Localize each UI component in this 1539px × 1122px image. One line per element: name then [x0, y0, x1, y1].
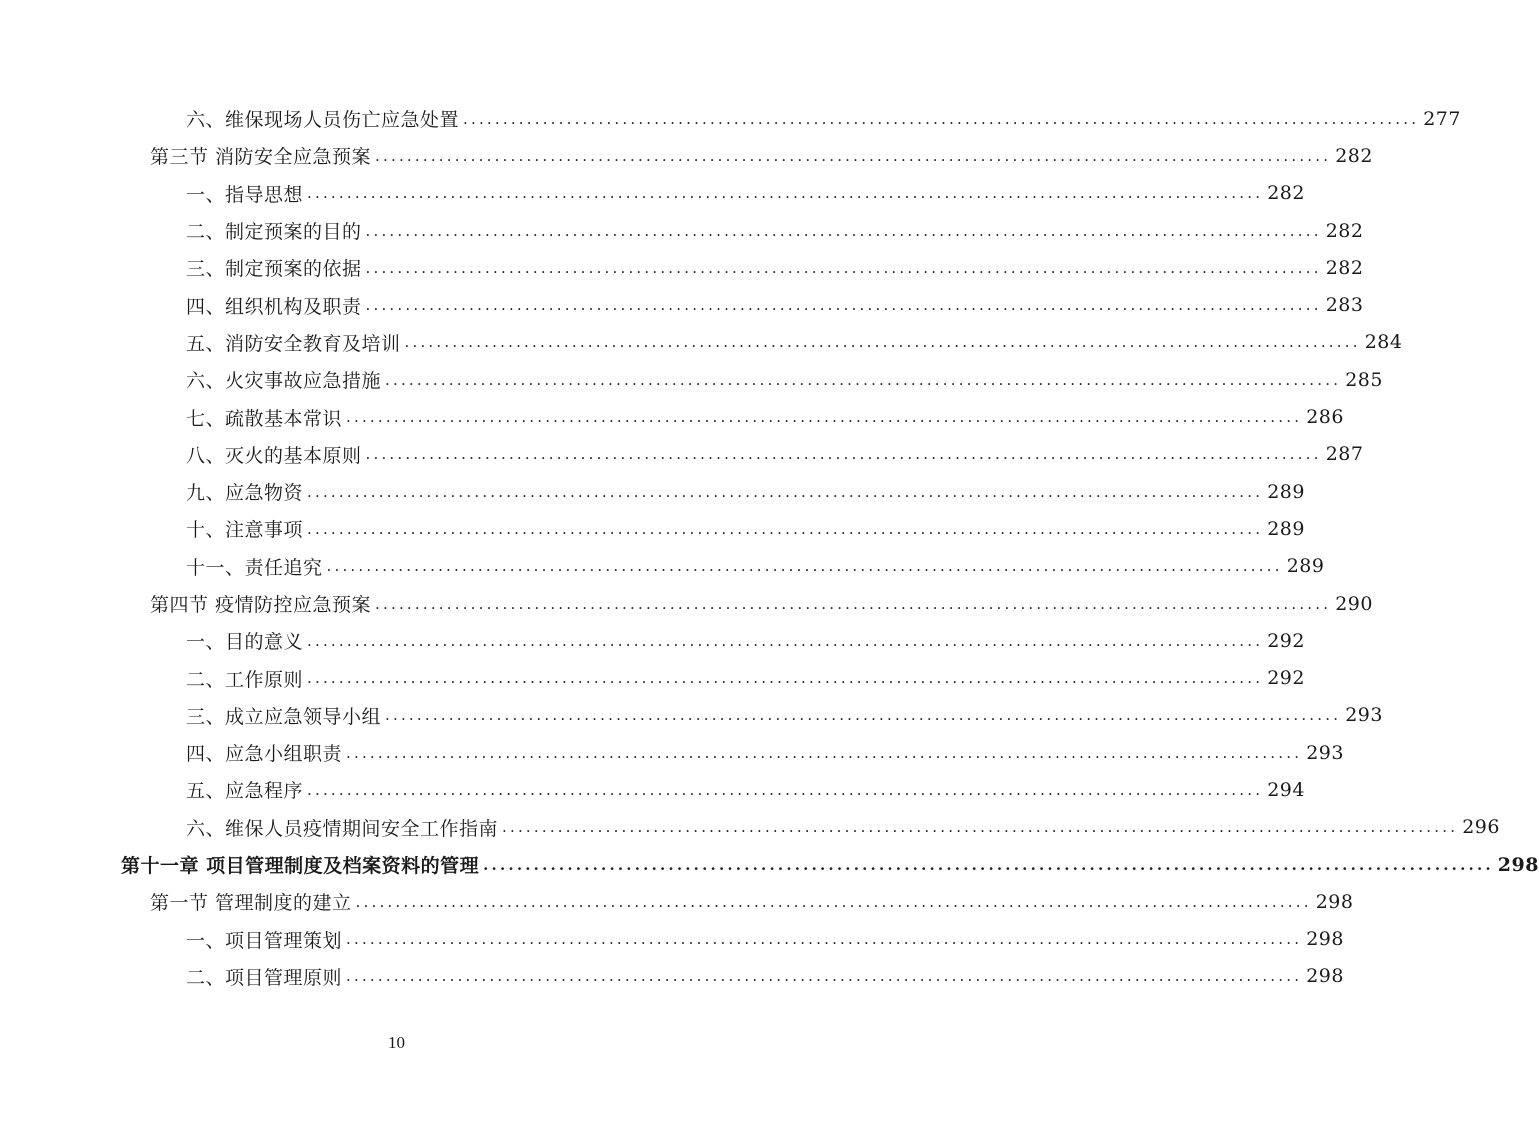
toc-item-entry[interactable]	[0, 286, 1364, 323]
toc-dot-leader: ........................................................................................................................	[346, 743, 1303, 762]
toc-dot-leader: ........................................................................................................................	[307, 184, 1264, 203]
toc-dot-leader: ........................................................................................................................	[404, 333, 1361, 352]
toc-dot-leader: ........................................................................................................................	[307, 669, 1264, 688]
toc-chapter-entry[interactable]	[0, 846, 1539, 883]
toc-dot-leader: ........................................................................................................................	[326, 557, 1283, 576]
toc-entry-page: 298	[1497, 853, 1539, 876]
toc-item-entry[interactable]	[0, 771, 1305, 808]
toc-entry-title: 七、疏散基本常识	[186, 407, 343, 430]
toc-item-entry[interactable]	[0, 100, 1461, 137]
toc-dot-leader: ........................................................................................................................	[385, 706, 1342, 725]
toc-dot-leader: ........................................................................................................................	[483, 855, 1494, 874]
toc-entry-page: 277	[1423, 107, 1461, 130]
toc-dot-leader: ........................................................................................................................	[365, 258, 1322, 277]
toc-dot-leader: ........................................................................................................................	[365, 296, 1322, 315]
toc-dot-leader: ........................................................................................................................	[463, 109, 1420, 128]
toc-entry-title: 一、项目管理策划	[186, 929, 343, 952]
toc-entry-page: 289	[1267, 480, 1305, 503]
toc-entry-page: 289	[1286, 555, 1325, 578]
toc-item-entry[interactable]	[0, 622, 1305, 659]
toc-entry-page: 290	[1335, 592, 1373, 615]
toc-entry-title: 三、成立应急领导小组	[186, 705, 382, 728]
toc-entry-title: 六、火灾事故应急措施	[186, 370, 382, 393]
toc-entry-page: 282	[1325, 219, 1364, 242]
toc-item-entry[interactable]	[0, 249, 1364, 286]
toc-dot-leader: ........................................................................................................................	[307, 780, 1264, 799]
toc-entry-title: 一、目的意义	[186, 631, 304, 654]
table-of-contents	[0, 100, 1539, 995]
toc-dot-leader: ........................................................................................................................	[346, 408, 1303, 427]
toc-entry-page: 286	[1306, 406, 1344, 429]
toc-dot-leader: ........................................................................................................................	[346, 967, 1303, 986]
toc-entry-title: 第四节 疫情防控应急预案	[150, 594, 372, 616]
toc-entry-page: 296	[1462, 816, 1500, 839]
toc-item-entry[interactable]	[0, 436, 1364, 473]
toc-entry-page: 298	[1306, 928, 1344, 951]
toc-item-entry[interactable]	[0, 398, 1344, 435]
toc-entry-title: 二、项目管理原则	[186, 966, 343, 989]
toc-section-entry[interactable]	[0, 585, 1373, 622]
toc-entry-title: 五、消防安全教育及培训	[186, 332, 401, 355]
toc-dot-leader: ........................................................................................................................	[355, 892, 1312, 911]
toc-entry-title: 五、应急程序	[186, 780, 304, 803]
toc-item-entry[interactable]	[0, 324, 1403, 361]
toc-item-entry[interactable]	[0, 958, 1344, 995]
toc-entry-page: 298	[1315, 890, 1354, 913]
toc-dot-leader: ........................................................................................................................	[365, 221, 1322, 240]
toc-entry-page: 282	[1335, 144, 1373, 167]
toc-entry-page: 287	[1325, 443, 1364, 466]
toc-dot-leader: ........................................................................................................................	[375, 146, 1332, 165]
toc-entry-page: 298	[1306, 965, 1344, 988]
toc-dot-leader: ........................................................................................................................	[346, 930, 1303, 949]
toc-entry-title: 六、维保人员疫情期间安全工作指南	[186, 817, 499, 840]
toc-entry-page: 282	[1325, 256, 1364, 279]
toc-entry-title: 四、组织机构及职责	[186, 295, 362, 318]
toc-dot-leader: ........................................................................................................................	[365, 445, 1322, 464]
toc-entry-title: 十一、责任追究	[186, 556, 323, 579]
toc-entry-page: 289	[1267, 517, 1305, 540]
toc-entry-title: 八、灭火的基本原则	[186, 444, 362, 467]
toc-dot-leader: ........................................................................................................................	[307, 519, 1264, 538]
toc-entry-page: 294	[1267, 778, 1305, 801]
toc-entry-page: 293	[1345, 704, 1383, 727]
toc-entry-page: 282	[1267, 182, 1305, 205]
toc-item-entry[interactable]	[0, 473, 1305, 510]
toc-entry-title: 六、维保现场人员伤亡应急处置	[186, 109, 460, 132]
toc-item-entry[interactable]	[0, 921, 1344, 958]
toc-item-entry[interactable]	[0, 548, 1325, 585]
page-number: 10	[388, 1033, 405, 1052]
toc-item-entry[interactable]	[0, 659, 1305, 696]
toc-item-entry[interactable]	[0, 510, 1305, 547]
toc-dot-leader: ........................................................................................................................	[307, 631, 1264, 650]
toc-entry-page: 284	[1364, 331, 1403, 354]
toc-dot-leader: ........................................................................................................................	[502, 818, 1459, 837]
toc-item-entry[interactable]	[0, 734, 1344, 771]
toc-entry-title: 三、制定预案的依据	[186, 258, 362, 281]
toc-entry-page: 285	[1345, 368, 1383, 391]
toc-dot-leader: ........................................................................................................................	[307, 482, 1264, 501]
toc-item-entry[interactable]	[0, 175, 1305, 212]
toc-entry-title: 十、注意事项	[186, 519, 304, 542]
toc-entry-title: 第一节 管理制度的建立	[150, 892, 352, 915]
toc-entry-page: 292	[1267, 629, 1305, 652]
toc-section-entry[interactable]	[0, 883, 1354, 920]
toc-dot-leader: ........................................................................................................................	[385, 370, 1342, 389]
toc-entry-title: 第十一章 项目管理制度及档案资料的管理	[121, 855, 480, 878]
toc-entry-title: 四、应急小组职责	[186, 743, 343, 766]
toc-entry-title: 一、指导思想	[186, 183, 304, 206]
toc-entry-title: 第三节 消防安全应急预案	[150, 146, 372, 169]
toc-item-entry[interactable]	[0, 212, 1364, 249]
toc-dot-leader: ........................................................................................................................	[375, 594, 1332, 613]
toc-item-entry[interactable]	[0, 361, 1383, 398]
toc-entry-title: 二、制定预案的目的	[186, 221, 362, 244]
toc-entry-title: 九、应急物资	[186, 482, 304, 505]
toc-item-entry[interactable]	[0, 809, 1500, 846]
toc-item-entry[interactable]	[0, 697, 1383, 734]
toc-entry-title: 二、工作原则	[186, 668, 304, 691]
toc-entry-page: 283	[1325, 294, 1364, 317]
toc-entry-page: 292	[1267, 667, 1305, 690]
toc-entry-page: 293	[1306, 741, 1344, 764]
toc-section-entry[interactable]	[0, 137, 1373, 174]
